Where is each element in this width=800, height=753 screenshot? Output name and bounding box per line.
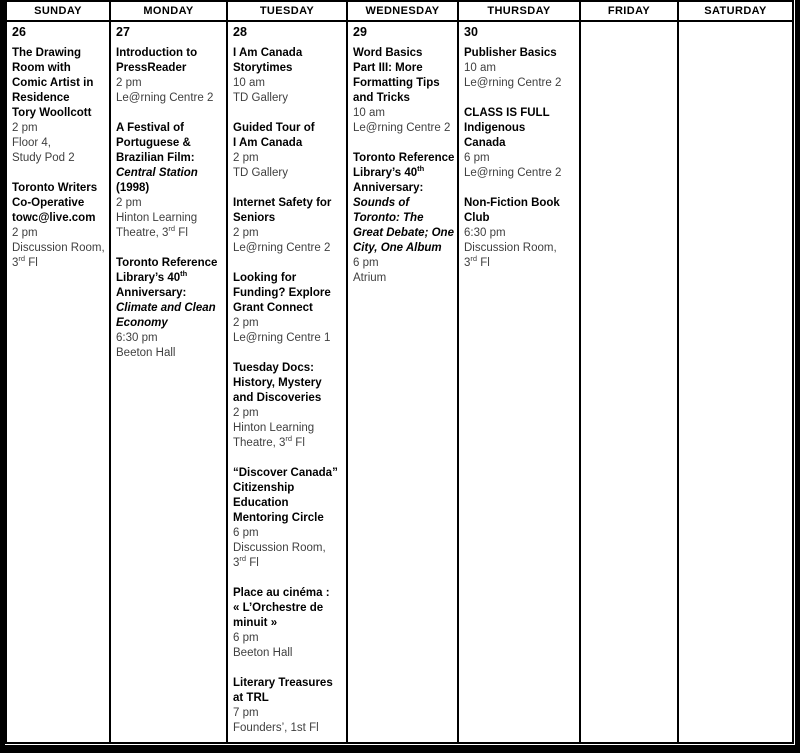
ordinal-superscript: rd xyxy=(470,254,478,264)
event-line: Discussion Room, xyxy=(233,542,326,554)
header-cell-sunday xyxy=(7,2,111,22)
event-line: Tory Woollcott xyxy=(12,107,92,119)
ordinal-superscript: rd xyxy=(239,554,247,564)
event-line: Great Debate; One xyxy=(353,227,454,239)
event-line: Hinton Learning xyxy=(116,212,198,224)
event-line: Co-Operative xyxy=(12,197,85,209)
event-line: Le@rning Centre 2 xyxy=(116,92,214,104)
day-cell-tuesday xyxy=(228,22,348,742)
date-number: 27 xyxy=(116,25,130,39)
event-entry xyxy=(464,106,577,181)
header-label: TUESDAY xyxy=(259,5,315,17)
event-entry xyxy=(12,181,107,271)
ordinal-superscript: th xyxy=(417,164,425,174)
event-line: I Am Canada xyxy=(233,47,303,59)
event-line: (1998) xyxy=(116,182,150,194)
event-line: Storytimes xyxy=(233,62,293,74)
event-line: 2 pm xyxy=(12,122,38,134)
event-line: Le@rning Centre 2 xyxy=(464,77,562,89)
event-line: Toronto Reference xyxy=(116,257,218,269)
header-cell-friday xyxy=(581,2,679,22)
event-line: Residence xyxy=(12,92,70,104)
event-line: 10 am xyxy=(464,62,496,74)
event-line: Introduction to xyxy=(116,47,198,59)
event-entry xyxy=(233,586,344,661)
event-line: The Drawing xyxy=(12,47,82,59)
header-label: SATURDAY xyxy=(704,5,767,17)
event-line: minuit » xyxy=(233,617,278,629)
event-entry xyxy=(233,46,344,106)
event-line: Economy xyxy=(116,317,168,329)
event-line: Club xyxy=(464,212,490,224)
event-line: Founders’, 1st Fl xyxy=(233,722,319,734)
event-line: Formatting Tips xyxy=(353,77,440,89)
event-line: CLASS IS FULL xyxy=(464,107,550,119)
event-line: Education xyxy=(233,497,289,509)
event-line: Guided Tour of xyxy=(233,122,315,134)
event-line: towc@live.com xyxy=(12,212,96,224)
event-line: 6 pm xyxy=(233,632,259,644)
event-line: Tuesday Docs: xyxy=(233,362,314,374)
event-entry xyxy=(353,46,455,136)
event-line: Beeton Hall xyxy=(116,347,176,359)
event-line: 2 pm xyxy=(12,227,38,239)
event-line: Le@rning Centre 2 xyxy=(233,242,331,254)
event-line: Study Pod 2 xyxy=(12,152,75,164)
day-cell-thursday xyxy=(459,22,581,742)
event-line: Le@rning Centre 1 xyxy=(233,332,331,344)
event-entry xyxy=(233,121,344,181)
header-label: SUNDAY xyxy=(34,5,82,17)
header-label: THURSDAY xyxy=(487,5,551,17)
header-cell-wednesday xyxy=(348,2,459,22)
event-line: Word Basics xyxy=(353,47,423,59)
header-cell-thursday xyxy=(459,2,581,22)
event-line: Anniversary: xyxy=(353,182,424,194)
header-cell-tuesday xyxy=(228,2,348,22)
event-line: 2 pm xyxy=(233,227,259,239)
event-line: Seniors xyxy=(233,212,276,224)
event-line: Portuguese & xyxy=(116,137,191,149)
event-entry xyxy=(233,466,344,571)
event-line: Discussion Room, xyxy=(12,242,105,254)
event-line: Funding? Explore xyxy=(233,287,331,299)
header-label: WEDNESDAY xyxy=(365,5,440,17)
event-line: Non-Fiction Book xyxy=(464,197,560,209)
event-line: Library’s 40th xyxy=(116,269,188,284)
event-line: Le@rning Centre 2 xyxy=(353,122,451,134)
event-line: Looking for xyxy=(233,272,297,284)
event-line: Comic Artist in xyxy=(12,77,94,89)
header-cell-monday xyxy=(111,2,228,22)
event-line: and Tricks xyxy=(353,92,410,104)
event-entry xyxy=(116,121,224,241)
event-line: 3rd Fl xyxy=(233,554,259,569)
header-cell-saturday xyxy=(679,2,792,22)
event-line: Floor 4, xyxy=(12,137,51,149)
page-left-edge xyxy=(0,0,5,745)
event-line: 6 pm xyxy=(353,257,379,269)
date-number: 29 xyxy=(353,25,367,39)
day-cell-monday xyxy=(111,22,228,742)
event-line: 6 pm xyxy=(464,152,490,164)
event-line: TD Gallery xyxy=(233,167,288,179)
event-line: 7 pm xyxy=(233,707,259,719)
event-line: Anniversary: xyxy=(116,287,187,299)
event-line: Canada xyxy=(464,137,506,149)
event-line: PressReader xyxy=(116,62,187,74)
event-line: Theatre, 3rd Fl xyxy=(116,224,188,239)
event-line: at TRL xyxy=(233,692,269,704)
date-number: 30 xyxy=(464,25,478,39)
event-line: City, One Album xyxy=(353,242,442,254)
event-line: Toronto Writers xyxy=(12,182,98,194)
event-line: Toronto: The xyxy=(353,212,424,224)
day-cell-saturday xyxy=(679,22,792,742)
date-number: 26 xyxy=(12,25,26,39)
event-line: Theatre, 3rd Fl xyxy=(233,434,305,449)
event-line: Le@rning Centre 2 xyxy=(464,167,562,179)
day-cell-sunday xyxy=(7,22,111,742)
event-line: Central Station xyxy=(116,167,198,179)
event-line: 2 pm xyxy=(233,317,259,329)
event-line: Brazilian Film: xyxy=(116,152,195,164)
ordinal-superscript: rd xyxy=(18,254,26,264)
event-line: Hinton Learning xyxy=(233,422,315,434)
event-line: 10 am xyxy=(353,107,385,119)
event-line: Sounds of xyxy=(353,197,410,209)
calendar-table xyxy=(5,0,794,744)
event-entry xyxy=(233,271,344,346)
event-line: “Discover Canada” xyxy=(233,467,338,479)
event-line: Mentoring Circle xyxy=(233,512,324,524)
header-label: FRIDAY xyxy=(607,5,651,17)
event-line: Room with xyxy=(12,62,71,74)
event-line: Library’s 40th xyxy=(353,164,425,179)
day-cell-friday xyxy=(581,22,679,742)
event-line: 10 am xyxy=(233,77,265,89)
event-line: Toronto Reference xyxy=(353,152,455,164)
event-line: 6 pm xyxy=(233,527,259,539)
event-line: Publisher Basics xyxy=(464,47,557,59)
date-number: 28 xyxy=(233,25,247,39)
event-line: TD Gallery xyxy=(233,92,288,104)
event-line: Place au cinéma : xyxy=(233,587,330,599)
event-entry xyxy=(353,151,455,286)
event-entry xyxy=(233,196,344,256)
event-line: 2 pm xyxy=(116,197,142,209)
event-line: 2 pm xyxy=(233,407,259,419)
event-line: 6:30 pm xyxy=(464,227,506,239)
event-entry xyxy=(233,361,344,451)
event-entry xyxy=(12,46,107,166)
event-line: Discussion Room, xyxy=(464,242,557,254)
event-entry xyxy=(116,46,224,106)
event-line: Literary Treasures xyxy=(233,677,333,689)
ordinal-superscript: th xyxy=(180,269,188,279)
event-line: « L’Orchestre de xyxy=(233,602,324,614)
day-cell-wednesday xyxy=(348,22,459,742)
event-line: 6:30 pm xyxy=(116,332,158,344)
event-line: 3rd Fl xyxy=(12,254,38,269)
ordinal-superscript: rd xyxy=(285,434,293,444)
event-line: Part III: More xyxy=(353,62,423,74)
header-label: MONDAY xyxy=(143,5,194,17)
event-line: 2 pm xyxy=(233,152,259,164)
event-line: A Festival of xyxy=(116,122,184,134)
ordinal-superscript: rd xyxy=(168,224,176,234)
event-line: Beeton Hall xyxy=(233,647,293,659)
event-line: 2 pm xyxy=(116,77,142,89)
event-line: Citizenship xyxy=(233,482,295,494)
event-entry xyxy=(464,196,577,271)
event-entry xyxy=(464,46,577,91)
event-line: Grant Connect xyxy=(233,302,313,314)
event-entry xyxy=(116,256,224,361)
event-line: History, Mystery xyxy=(233,377,322,389)
event-line: Indigenous xyxy=(464,122,526,134)
event-line: Atrium xyxy=(353,272,387,284)
event-line: Internet Safety for xyxy=(233,197,332,209)
event-entry xyxy=(233,676,344,736)
event-line: I Am Canada xyxy=(233,137,303,149)
event-line: Climate and Clean xyxy=(116,302,216,314)
event-line: and Discoveries xyxy=(233,392,322,404)
event-line: 3rd Fl xyxy=(464,254,490,269)
